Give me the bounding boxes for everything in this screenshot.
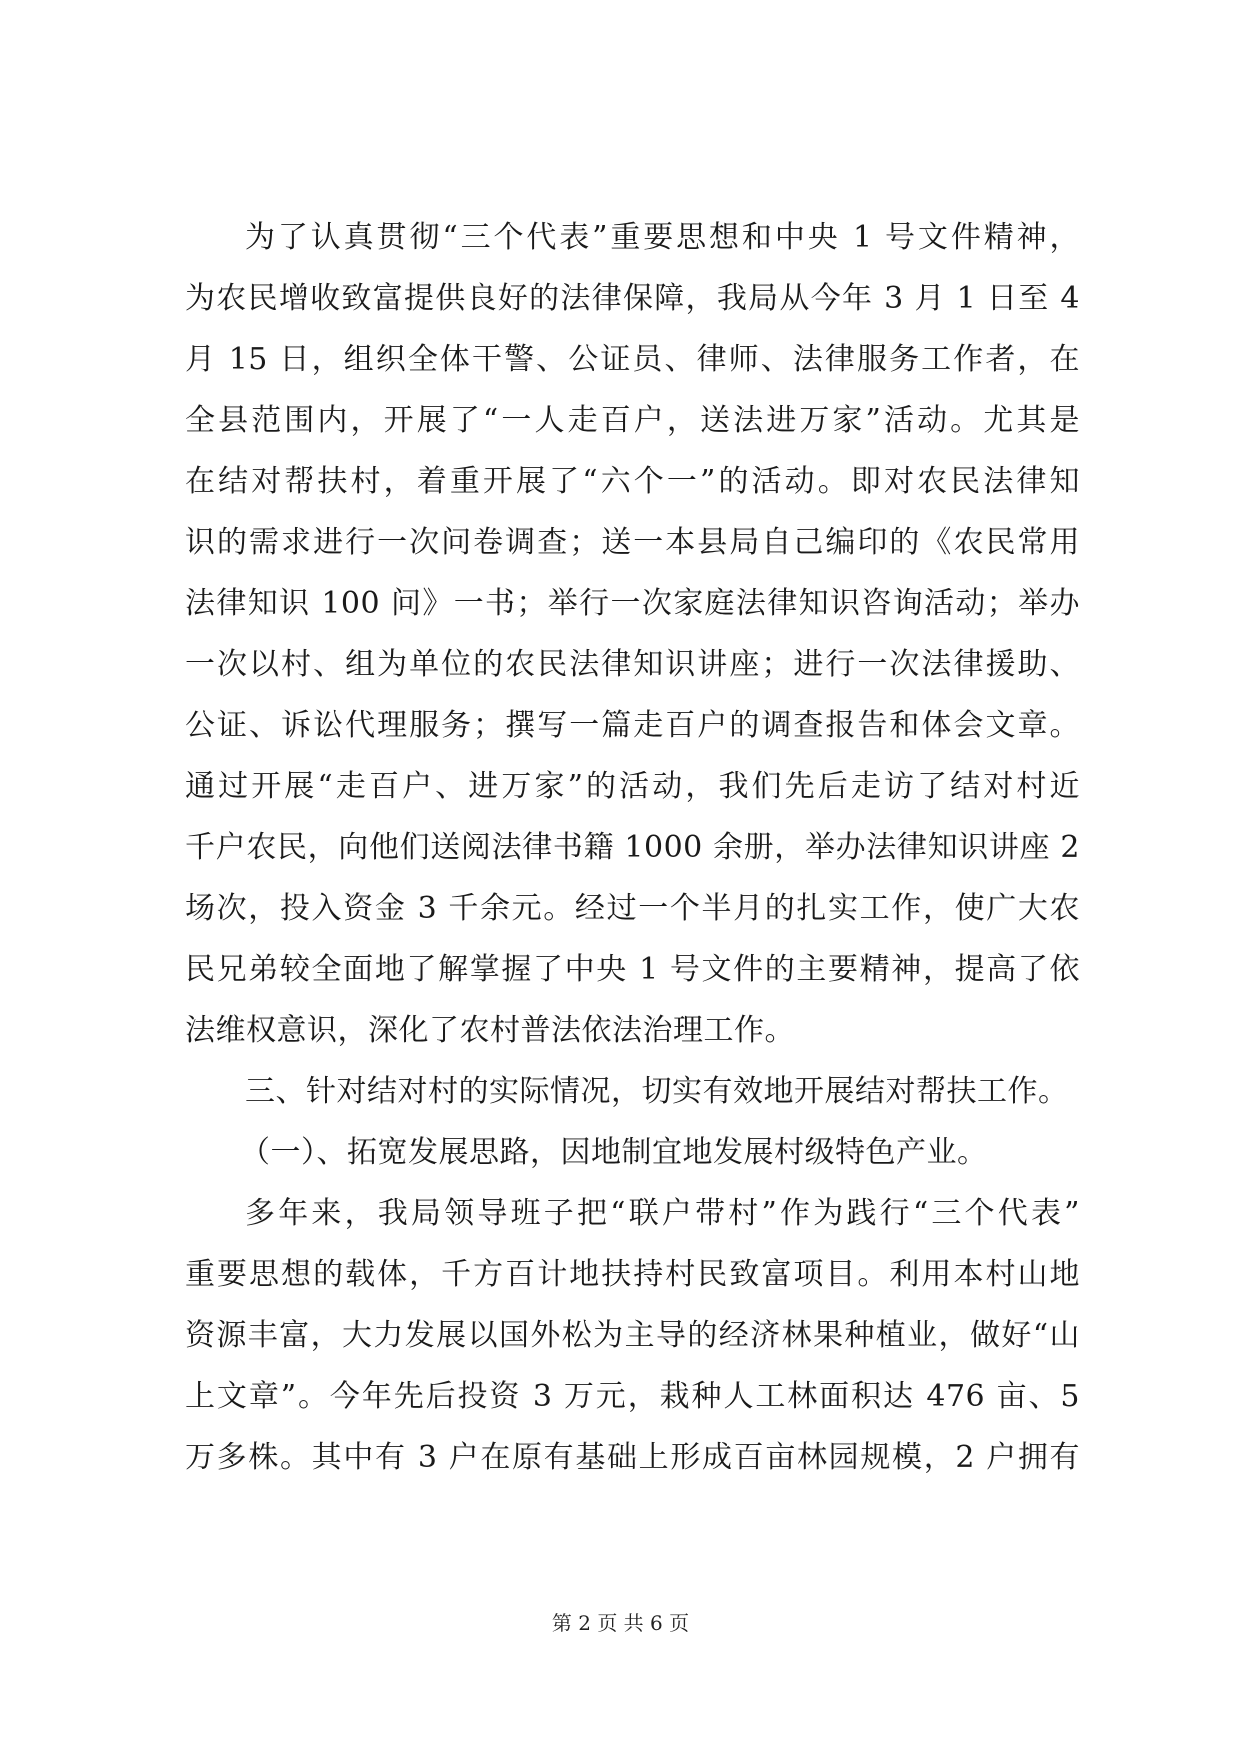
text-line: 全县范围内，开展了“一人走百户，送法进万家”活动。尤其是	[185, 403, 1080, 438]
text-line: 民兄弟较全面地了解掌握了中央 1 号文件的主要精神，提高了依	[185, 952, 1080, 987]
text-line: 万多株。其中有 3 户在原有基础上形成百亩林园规模，2 户拥有	[185, 1440, 1080, 1475]
text-line: 为农民增收致富提供良好的法律保障，我局从今年 3 月 1 日至 4	[185, 281, 1080, 316]
text-line: 法律知识 100 问》一书；举行一次家庭法律知识咨询活动；举办	[185, 586, 1080, 621]
text-line: 重要思想的载体，千方百计地扶持村民致富项目。利用本村山地	[185, 1257, 1080, 1292]
text-line: 资源丰富，大力发展以国外松为主导的经济林果种植业，做好“山	[185, 1318, 1080, 1353]
text-line: 法维权意识，深化了农村普法依法治理工作。	[185, 1013, 795, 1048]
document-body	[185, 207, 1080, 1488]
text-line: 一次以村、组为单位的农民法律知识讲座；进行一次法律援助、	[185, 647, 1080, 682]
text-line: 场次，投入资金 3 千余元。经过一个半月的扎实工作，使广大农	[185, 891, 1080, 926]
text-line: 千户农民，向他们送阅法律书籍 1000 余册，举办法律知识讲座 2	[185, 830, 1080, 865]
text-line: 月 15 日，组织全体干警、公证员、律师、法律服务工作者，在	[185, 342, 1080, 377]
text-line: 在结对帮扶村，着重开展了“六个一”的活动。即对农民法律知	[185, 464, 1080, 499]
section-heading: 三、针对结对村的实际情况，切实有效地开展结对帮扶工作。	[245, 1074, 1069, 1109]
text-line: 识的需求进行一次问卷调查；送一本县局自己编印的《农民常用	[185, 525, 1080, 560]
text-line: 公证、诉讼代理服务；撰写一篇走百户的调查报告和体会文章。	[185, 708, 1080, 743]
paragraph-2	[185, 1183, 1080, 1488]
text-line: 为了认真贯彻“三个代表”重要思想和中央 1 号文件精神，	[245, 220, 1080, 255]
text-line: 上文章”。今年先后投资 3 万元，栽种人工林面积达 476 亩、5	[185, 1379, 1080, 1414]
paragraph-1	[185, 207, 1080, 1061]
page-number-footer: 第 2 页 共 6 页	[551, 1611, 690, 1635]
subsection-heading: （一）、拓宽发展思路，因地制宜地发展村级特色产业。	[240, 1135, 988, 1170]
text-line: 通过开展“走百户、进万家”的活动，我们先后走访了结对村近	[185, 769, 1080, 804]
text-line: 多年来，我局领导班子把“联户带村”作为践行“三个代表”	[245, 1196, 1080, 1231]
